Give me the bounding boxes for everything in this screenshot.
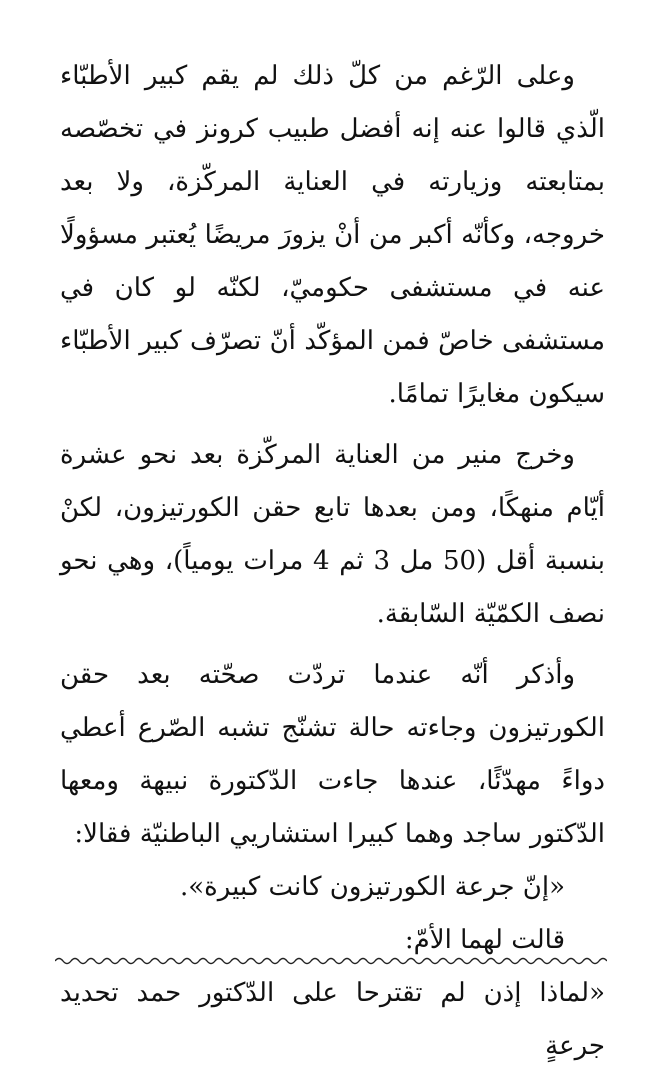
quote-line-2: قالت لهما الأمّ: (404, 925, 565, 955)
paragraph-2: وخرج منير من العناية المركّزة بعد نحو عشرة أيّام منهكًا، ومن بعدها تابع حقن الكورتيزون، لكنْ بنسبة أقل (50 مل 3 ثم 4 مرات يومياً)، وهي نحو نصف الكمّيّة السّابقة. (60, 440, 605, 629)
page-footer-wave-divider (55, 955, 607, 967)
book-page (60, 50, 605, 1061)
paragraph-1: وعلى الرّغم من كلّ ذلك لم يقم كبير الأطبّاء الّذي قالوا عنه إنه أفضل طبيب كرونز في تخصّصه بمتابعته وزيارته في العناية المركّزة، ولا بعد خروجه، وكأنّه أكبر من أنْ يزورَ مريضًا يُعتبر مسؤولًا عنه في مستشفى حكوميّ، لكنّه لو كان في مستشفى خاصّ فمن المؤكّد أنّ تصرّف كبير الأطبّاء سيكون مغايرًا تمامًا. (60, 61, 605, 409)
quote-line-1: «إنّ جرعة الكورتيزون كانت كبيرة». (180, 872, 565, 902)
quote-line-3: «لماذا إذن لم تقترحا على الدّكتور حمد تحديد جرعةٍ (60, 978, 605, 1061)
paragraph-3: وأذكر أنّه عندما تردّت صحّته بعد حقن الكورتيزون وجاءته حالة تشنّج تشبه الصّرع أعطي دواءً مهدّئًا، عندها جاءت الدّكتورة نبيهة ومعها الدّكتور ساجد وهما كبيرا استشاريي الباطنيّة فقالا: (60, 660, 605, 849)
